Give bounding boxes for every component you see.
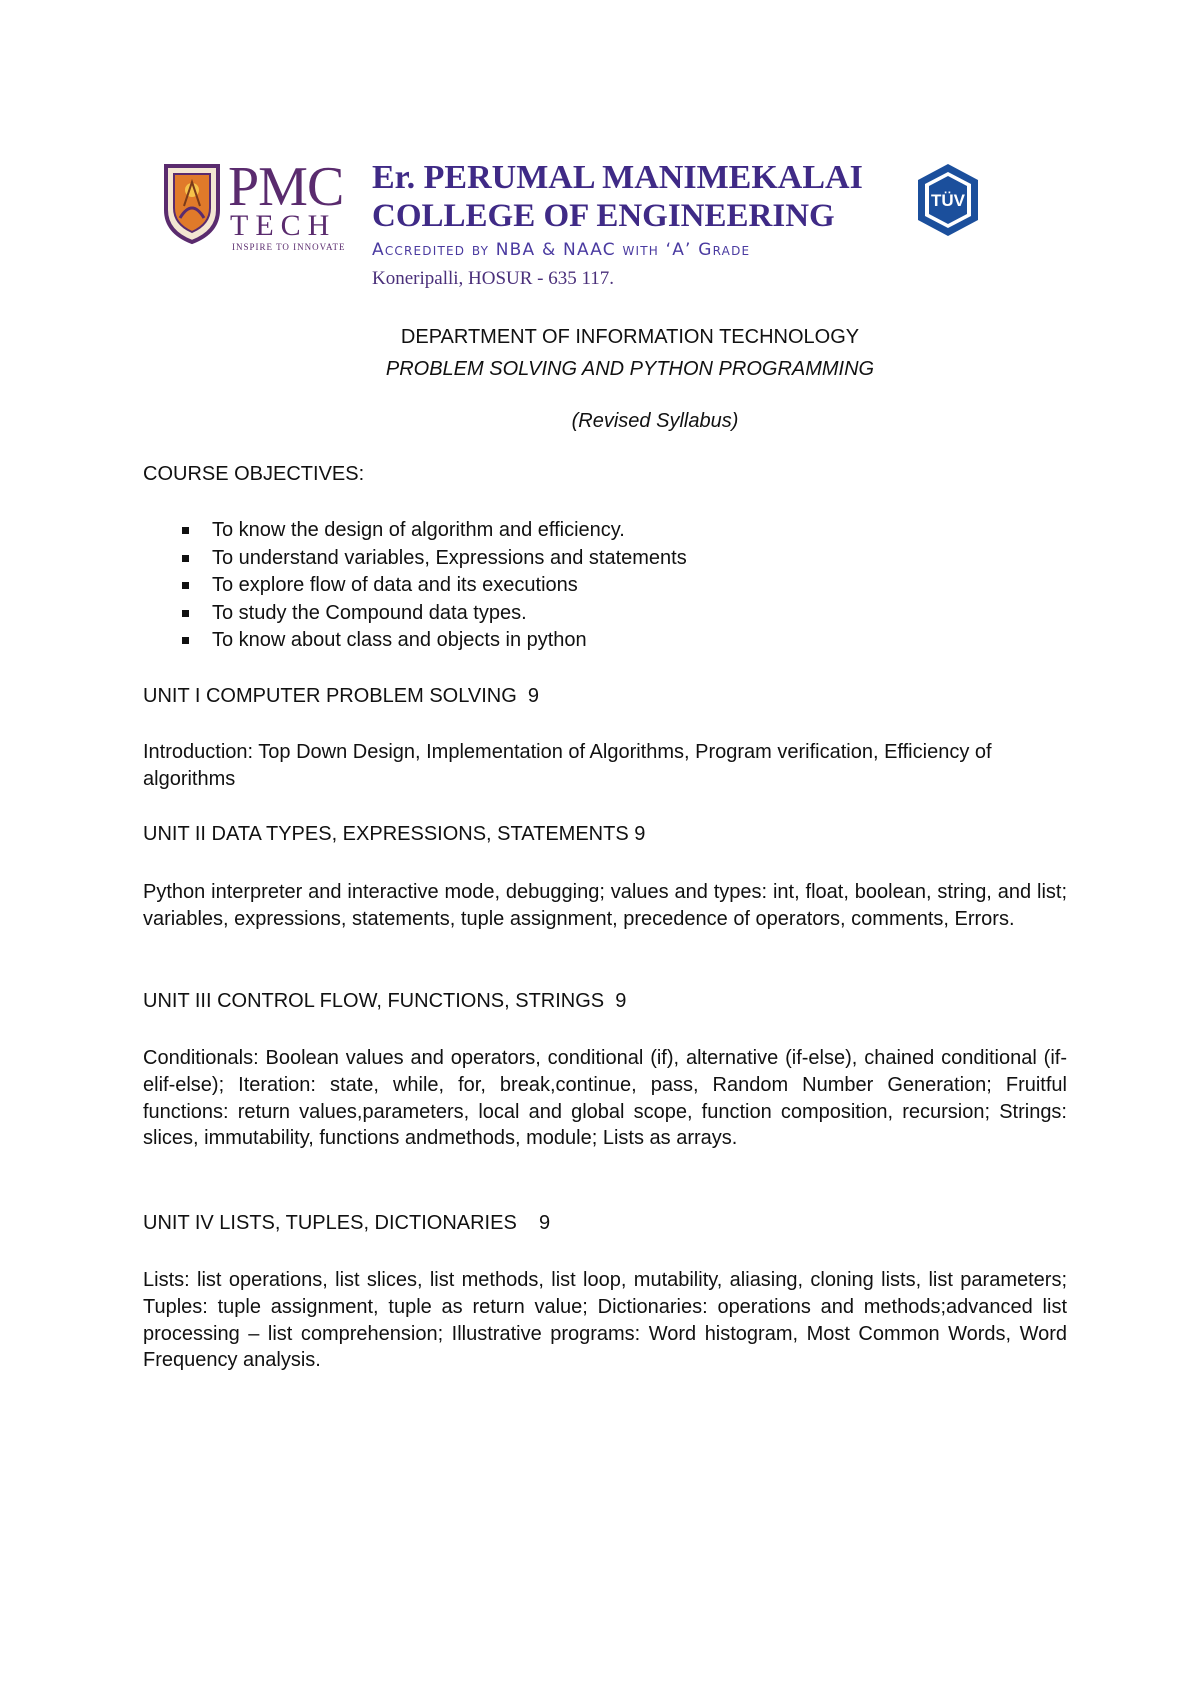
bullet-icon [182, 582, 189, 589]
objectives-list [176, 517, 687, 655]
unit-2-content: Python interpreter and interactive mode, debugging; values and types: int, float, boolean, string, and list; variables, expressions, statements, tuple assignment, precedence of operators, comments, Errors. [143, 881, 1067, 930]
logo-pmc-text: PMC [228, 156, 344, 218]
unit-1-content: Introduction: Top Down Design, Implementation of Algorithms, Program verification, Efficiency of algorithms [143, 741, 992, 790]
bullet-icon [182, 527, 189, 534]
objective-text: To know about class and objects in python [212, 629, 587, 651]
revision-note: (Revised Syllabus) [571, 410, 739, 432]
objective-text: To explore flow of data and its executions [212, 574, 578, 596]
objective-text: To study the Compound data types. [212, 601, 527, 624]
list-item [176, 600, 687, 628]
unit-2-heading: UNIT II DATA TYPES, EXPRESSIONS, STATEMENTS 9 [143, 823, 646, 845]
subject-title: PROBLEM SOLVING AND PYTHON PROGRAMMING [385, 358, 875, 380]
unit-4-content: Lists: list operations, list slices, list methods, list loop, mutability, aliasing, cloning lists, list parameters; Tuples: tuple assignment, tuple as return value; Dictionaries: operations and methods;advanced list processing – list comprehension; Illustrative programs: Word histogram, Most Common Words, Word Frequency analysis. [143, 1269, 1067, 1372]
objective-text: To know the design of algorithm and efficiency. [212, 519, 625, 541]
list-item [176, 517, 687, 545]
tuv-mark-text: TÜV [931, 191, 965, 210]
objective-text: To understand variables, Expressions and statements [212, 546, 687, 569]
list-item [176, 572, 687, 600]
bullet-icon [182, 637, 189, 644]
unit-4-heading: UNIT IV LISTS, TUPLES, DICTIONARIES 9 [143, 1212, 551, 1234]
college-address: Koneripalli, HOSUR - 635 117. [372, 268, 615, 289]
letterhead [162, 158, 990, 293]
bullet-icon [182, 610, 189, 617]
college-crest-icon [162, 162, 222, 246]
college-name-line1: Er. PERUMAL MANIMEKALAI [372, 159, 863, 196]
college-name-line2: COLLEGE OF ENGINEERING [372, 198, 835, 234]
logo-tagline: INSPIRE TO INNOVATE [232, 242, 346, 252]
unit-1-heading: UNIT I COMPUTER PROBLEM SOLVING 9 [143, 685, 539, 707]
tuv-certification-icon [910, 162, 986, 238]
objectives-heading: COURSE OBJECTIVES: [143, 463, 365, 485]
list-item [176, 545, 687, 573]
department-title: DEPARTMENT OF INFORMATION TECHNOLOGY [400, 326, 860, 348]
list-item [176, 627, 687, 655]
logo-tech-text: TECH [230, 209, 337, 242]
unit-3-heading: UNIT III CONTROL FLOW, FUNCTIONS, STRINGS 9 [143, 990, 627, 1012]
unit-3-content: Conditionals: Boolean values and operators, conditional (if), alternative (if-else), chained conditional (if-elif-else); Iteration: state, while, for, break,continue, pass, Random Number Generation; Fruitful functions: return values,parameters, local and global scope, function composition, recursion; Strings: slices, immutability, functions andmethods, module; Lists as arrays. [143, 1047, 1067, 1150]
bullet-icon [182, 555, 189, 562]
accreditation-line: Accredited by NBA & NAAC with ‘A’ Grade [372, 240, 751, 260]
